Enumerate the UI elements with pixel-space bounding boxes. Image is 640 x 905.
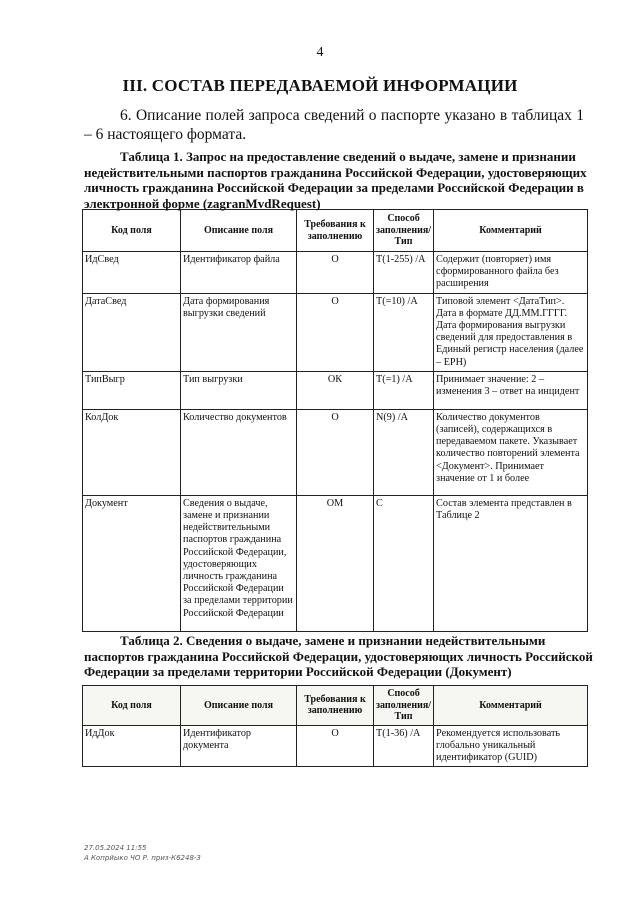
cell-requirement: О — [297, 409, 374, 495]
cell-type: N(9) /А — [374, 409, 434, 495]
cell-code: ТипВыгр — [83, 371, 181, 409]
header-requirements: Требования к заполнению — [297, 210, 374, 252]
cell-type: С — [374, 495, 434, 631]
cell-description: Сведения о выдаче, замене и признании недействительными паспортов гражданина Российской Федерации, удостоверяющих личность гражданина Российской Федерации за пределами территории Российской Федерации — [181, 495, 297, 631]
cell-code: КолДок — [83, 409, 181, 495]
cell-description: Дата формирования выгрузки сведений — [181, 293, 297, 371]
cell-comment: Типовой элемент <ДатаТип>. Дата в формате ДД.ММ.ГГГГ. Дата формирования выгрузки сведений для предоставления в Единый регистр населения (далее – ЕРН) — [434, 293, 588, 371]
cell-code: Документ — [83, 495, 181, 631]
cell-requirement: ОМ — [297, 495, 374, 631]
cell-type: Т(=1) /А — [374, 371, 434, 409]
cell-comment: Рекомендуется использовать глобально уникальный идентификатор (GUID) — [434, 725, 588, 767]
header-field-description: Описание поля — [181, 686, 297, 726]
section-title: III. СОСТАВ ПЕРЕДАВАЕМОЙ ИНФОРМАЦИИ — [122, 76, 518, 95]
cell-code: ДатаСвед — [83, 293, 181, 371]
cell-comment: Состав элемента представлен в Таблице 2 — [434, 495, 588, 631]
cell-type: Т(1-36) /А — [374, 725, 434, 767]
header-field-description: Описание поля — [181, 210, 297, 252]
header-field-code: Код поля — [83, 210, 181, 252]
cell-description: Тип выгрузки — [181, 371, 297, 409]
header-requirements: Требования к заполнению — [297, 686, 374, 726]
stamp-datetime: 27.05.2024 11:55 — [84, 844, 147, 852]
cell-description: Количество документов — [181, 409, 297, 495]
header-comment: Комментарий — [434, 210, 588, 252]
cell-requirement: О — [297, 293, 374, 371]
cell-type: Т(=10) /А — [374, 293, 434, 371]
page-number: 4 — [316, 45, 324, 60]
cell-requirement: О — [297, 252, 374, 294]
cell-type: Т(1-255) /А — [374, 252, 434, 294]
table-row — [83, 293, 588, 371]
cell-requirement: О — [297, 725, 374, 767]
table-header-row — [83, 686, 588, 726]
stamp-signer: А Копрйыко ЧО Р. приз-К6248-3 — [84, 854, 201, 862]
header-field-code: Код поля — [83, 686, 181, 726]
table-row — [83, 495, 588, 631]
cell-description: Идентификатор документа — [181, 725, 297, 767]
header-fill-method: Способ заполнения/ Тип — [374, 686, 434, 726]
table-row — [83, 409, 588, 495]
header-comment: Комментарий — [434, 686, 588, 726]
cell-description: Идентификатор файла — [181, 252, 297, 294]
table-row — [83, 725, 588, 767]
cell-comment: Принимает значение: 2 – изменения 3 – ответ на инцидент — [434, 371, 588, 409]
cell-comment: Содержит (повторяет) имя сформированного файла без расширения — [434, 252, 588, 294]
table-1 — [82, 209, 588, 632]
table-row — [83, 371, 588, 409]
table2-caption: Таблица 2. Сведения о выдаче, замене и признании недействительными паспортов гражданина Российской Федерации, удостоверяющих личность Российской Федерации за пределами территории Российской Федерации (Документ) — [84, 633, 593, 679]
cell-comment: Количество документов (записей), содержащихся в передаваемом пакете. Указывает количество повторений элемента <Документ>. Принимает значение от 1 и более — [434, 409, 588, 495]
cell-requirement: ОК — [297, 371, 374, 409]
cell-code: ИдСвед — [83, 252, 181, 294]
table1-caption: Таблица 1. Запрос на предоставление сведений о выдаче, замене и признании недействительными паспортов гражданина Российской Федерации, удостоверяющих личность гражданина Российской Федерации за пределами Российской Федерации в электронной форме (zagranMvdRequest) — [84, 149, 587, 211]
table-header-row — [83, 210, 588, 252]
signature-stamp — [84, 843, 201, 863]
cell-code: ИдДок — [83, 725, 181, 767]
table-row — [83, 252, 588, 294]
header-fill-method: Способ заполнения/ Тип — [374, 210, 434, 252]
intro-paragraph: 6. Описание полей запроса сведений о паспорте указано в таблицах 1 – 6 настоящего формата. — [84, 107, 584, 143]
table-2 — [82, 685, 588, 767]
